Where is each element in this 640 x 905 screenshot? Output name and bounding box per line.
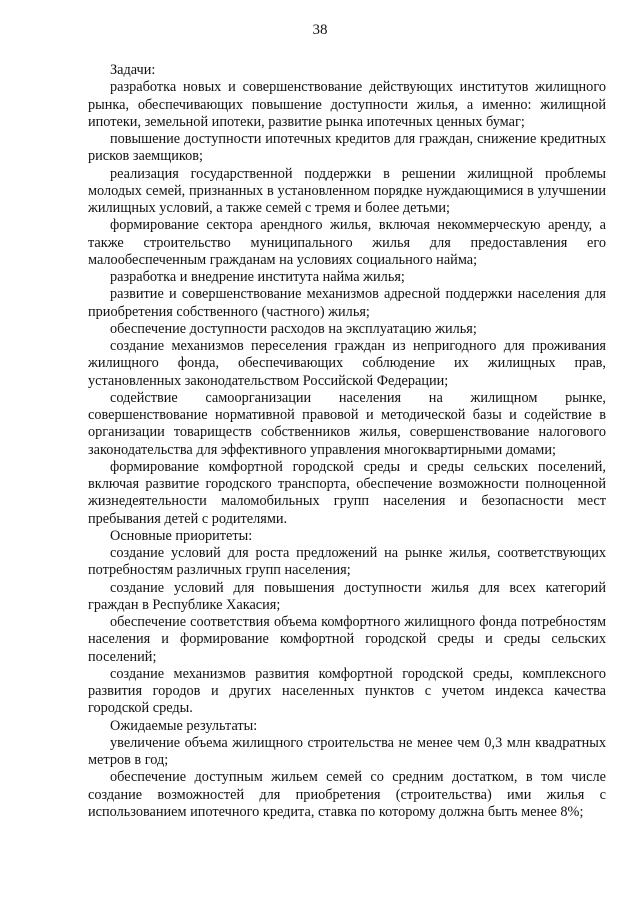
document-body <box>88 62 606 821</box>
paragraph: создание условий для роста предложений на рынке жилья, соответствующих потребностям различных групп населения; <box>88 545 606 579</box>
paragraph: обеспечение соответствия объема комфортного жилищного фонда потребностям населения и формирование комфортной городской среды и среды сельских поселений; <box>88 614 606 665</box>
paragraph: Основные приоритеты: <box>110 527 253 544</box>
paragraph: создание условий для повышения доступности жилья для всех категорий граждан в Республике Хакасия; <box>88 579 606 613</box>
paragraph: разработка новых и совершенствование действующих институтов жилищного рынка, обеспечивающих повышение доступности жилья, а именно: жилищной ипотеки, земельной ипотеки, развитие рынка ипотечных ценных бумаг; <box>88 79 606 130</box>
paragraph: содействие самоорганизации населения на жилищном рынке, совершенствование нормативной правовой и методической базы и содействие в организации товариществ собственников жилья, совершенствование налогового законодательства для эффективного управления многоквартирными домами; <box>88 389 606 458</box>
paragraph: создание механизмов развития комфортной городской среды, комплексного развития городов и других населенных пунктов с учетом индекса качества городской среды. <box>88 665 606 717</box>
page-number: 38 <box>312 22 328 38</box>
paragraph: реализация государственной поддержки в решении жилищной проблемы молодых семей, признанных в установленном порядке нуждающимися в улучшении жилищных условий, а также семей с тремя и более детьми; <box>88 165 606 216</box>
paragraph: обеспечение доступным жильем семей со средним достатком, в том числе создание возможностей для приобретения (строительства) ими жилья с использованием ипотечного кредита, ставка по которому должна быть менее 8%; <box>88 769 606 820</box>
paragraph: развитие и совершенствование механизмов адресной поддержки населения для приобретения собственного (частного) жилья; <box>88 286 606 320</box>
paragraph: увеличение объема жилищного строительства не менее чем 0,3 млн квадратных метров в год; <box>88 734 606 768</box>
paragraph: обеспечение доступности расходов на эксплуатацию жилья; <box>110 320 477 337</box>
paragraph: повышение доступности ипотечных кредитов для граждан, снижение кредитных рисков заемщиков; <box>88 131 606 165</box>
paragraph: Ожидаемые результаты: <box>110 717 258 734</box>
paragraph: разработка и внедрение института найма жилья; <box>110 269 405 285</box>
paragraph: формирование комфортной городской среды и среды сельских поселений, включая развитие городского транспорта, обеспечение возможности полноценной жизнедеятельности маломобильных групп населения и безопасности мест пребывания детей с родителями. <box>88 458 606 527</box>
paragraph: формирование сектора арендного жилья, включая некоммерческую аренду, а также строительство муниципального жилья для предоставления его малообеспеченным гражданам на условиях социального найма; <box>88 217 606 268</box>
paragraph: Задачи: <box>110 62 156 78</box>
paragraph: создание механизмов переселения граждан из непригодного для проживания жилищного фонда, обеспечивающих соблюдение их жилищных прав, установленных законодательством Российской Федерации; <box>88 338 606 389</box>
